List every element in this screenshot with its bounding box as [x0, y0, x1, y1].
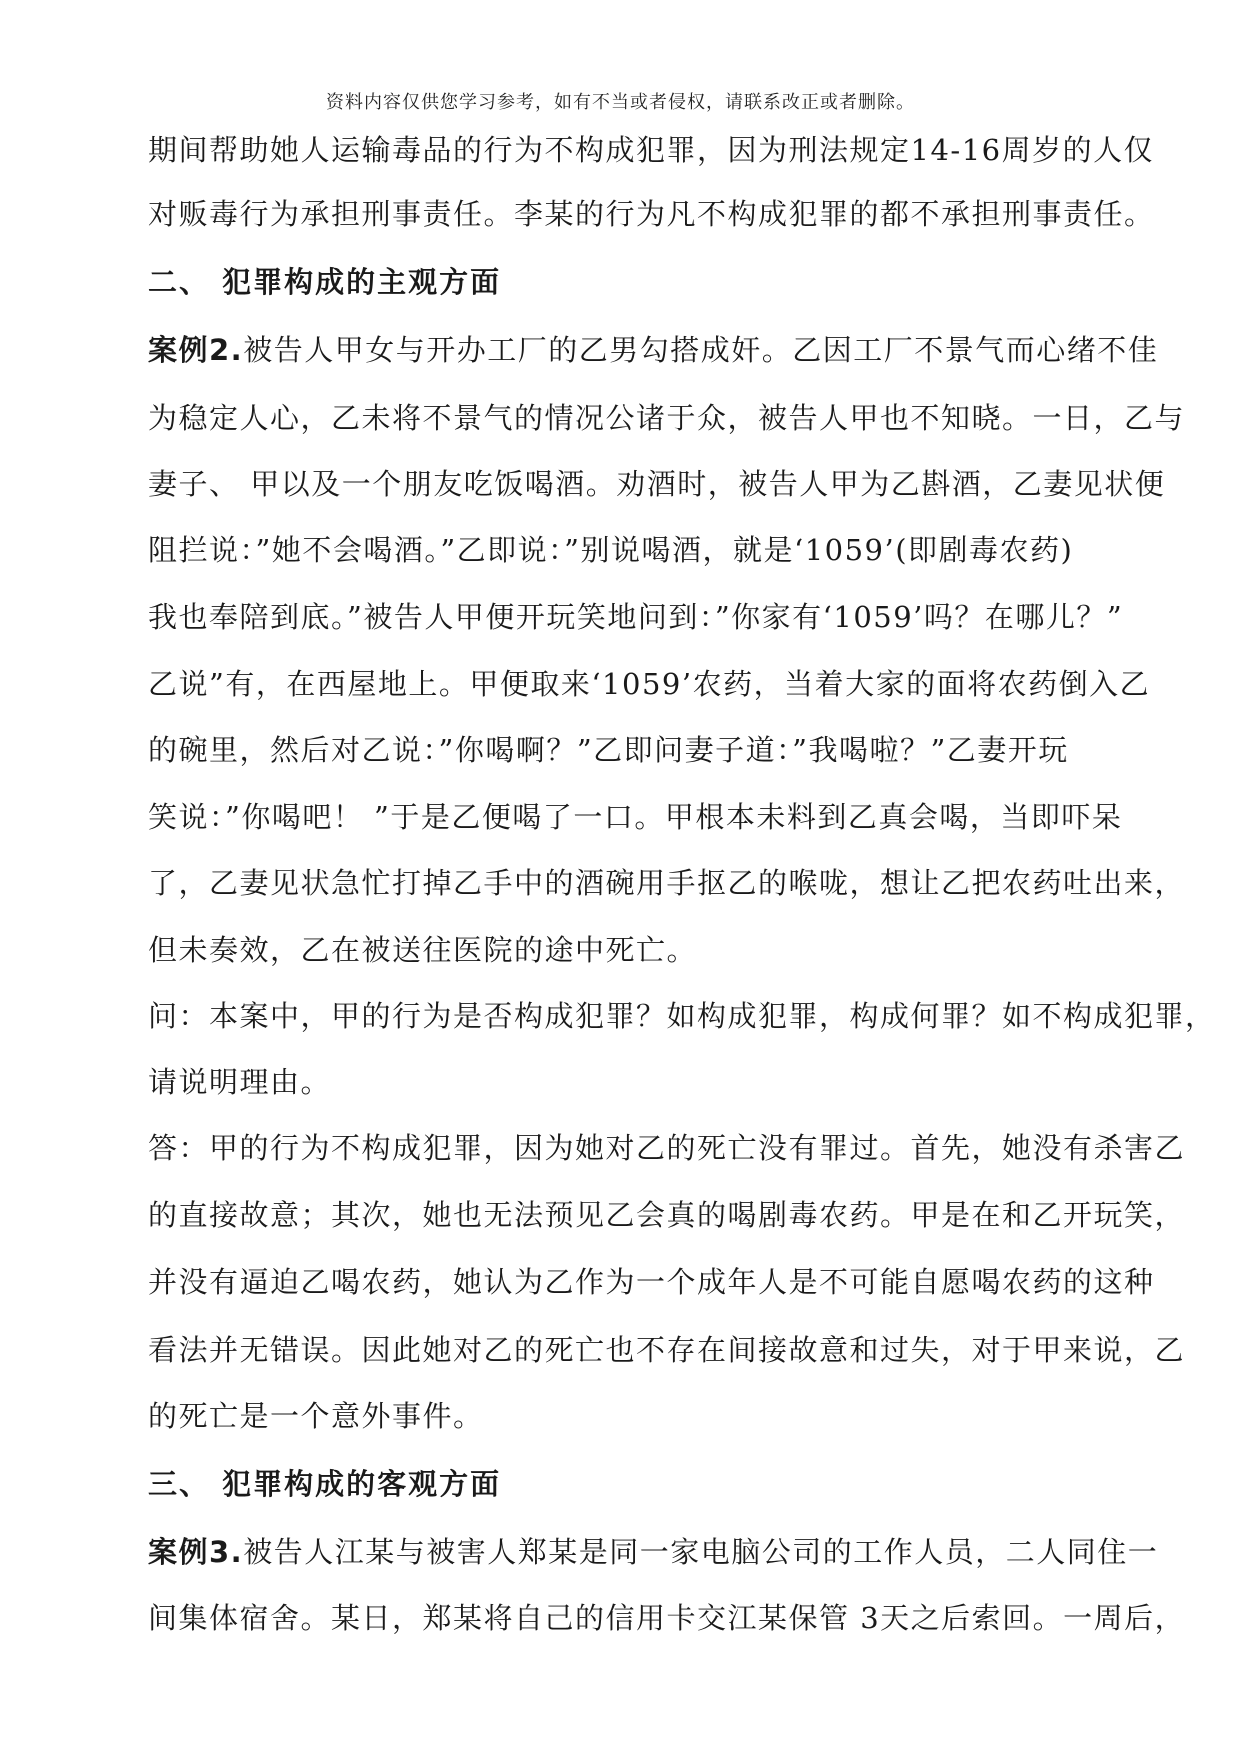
line-text: 乙说”有，在西屋地上。甲便取来‘1059’农药，当着大家的面将农药倒入乙 — [148, 667, 1151, 701]
paragraph-line — [148, 464, 1166, 504]
paragraph-line — [148, 863, 1186, 903]
line-text: 的碗里，然后对乙说：”你喝啊？”乙即问妻子道：”我喝啦？”乙妻开玩 — [148, 733, 1069, 767]
line-text: 的死亡是一个意外事件。 — [148, 1399, 484, 1433]
line-text: 看法并无错误。因此她对乙的死亡也不存在间接故意和过失，对于甲来说，乙 — [148, 1333, 1186, 1367]
paragraph-line — [148, 1128, 1186, 1168]
line-text: 答：甲的行为不构成犯罪，因为她对乙的死亡没有罪过。首先，她没有杀害乙 — [148, 1131, 1186, 1165]
line-text: 对贩毒行为承担刑事责任。李某的行为凡不构成犯罪的都不承担刑事责任。 — [148, 197, 1155, 231]
paragraph-line — [148, 1598, 1186, 1638]
paragraph-line — [148, 664, 1151, 704]
paragraph-line — [148, 1396, 1148, 1436]
paragraph-line — [148, 398, 1186, 438]
paragraph-line — [148, 930, 1148, 970]
paragraph-line — [148, 730, 1148, 770]
line-text: 但未奏效，乙在被送往医院的途中死亡。 — [148, 933, 698, 967]
paragraph-line — [148, 194, 1155, 234]
paragraph-line — [148, 1330, 1186, 1370]
line-text: 被告人甲女与开办工厂的乙男勾搭成奸。乙因工厂不景气而心绪不佳 — [243, 333, 1159, 367]
paragraph-line — [148, 996, 1216, 1036]
line-text: 问：本案中，甲的行为是否构成犯罪？如构成犯罪，构成何罪？如不构成犯罪， — [148, 999, 1216, 1033]
paragraph-line — [148, 1262, 1155, 1302]
case-label: 案例2. — [148, 333, 244, 367]
line-text: 并没有逼迫乙喝农药，她认为乙作为一个成年人是不可能自愿喝农药的这种 — [148, 1265, 1155, 1299]
paragraph-line — [148, 1195, 1186, 1235]
line-text: 阻拦说：”她不会喝酒。”乙即说：”别说喝酒，就是‘1059’(即剧毒农药) — [148, 533, 1074, 567]
section-heading: 三、 犯罪构成的客观方面 — [148, 1467, 502, 1501]
section-heading: 二、 犯罪构成的主观方面 — [148, 265, 502, 299]
paragraph-line — [148, 1062, 1148, 1102]
line-text: 请说明理由。 — [148, 1065, 332, 1099]
paragraph-line — [148, 597, 1148, 637]
paragraph-line — [148, 330, 1159, 370]
line-text: 我也奉陪到底。”被告人甲便开玩笑地问到：”你家有‘1059’吗？在哪儿？” — [148, 600, 1124, 634]
case-label: 案例3. — [148, 1535, 244, 1569]
line-text: 的直接故意；其次，她也无法预见乙会真的喝剧毒农药。甲是在和乙开玩笑， — [148, 1198, 1186, 1232]
line-text: 为稳定人心，乙未将不景气的情况公诸于众，被告人甲也不知晓。一日，乙与 — [148, 401, 1186, 435]
line-text: 笑说：”你喝吧！ ”于是乙便喝了一口。甲根本未料到乙真会喝，当即吓呆 — [148, 800, 1123, 834]
line-text: 间集体宿舍。某日，郑某将自己的信用卡交江某保管 3天之后索回。一周后， — [148, 1601, 1186, 1635]
header-disclaimer: 资料内容仅供您学习参考，如有不当或者侵权，请联系改正或者删除。 — [326, 92, 915, 113]
paragraph-line — [148, 530, 1148, 570]
line-text: 被告人江某与被害人郑某是同一家电脑公司的工作人员，二人同住一 — [243, 1535, 1159, 1569]
line-text: 妻子、 甲以及一个朋友吃饭喝酒。劝酒时，被告人甲为乙斟酒，乙妻见状便 — [148, 467, 1166, 501]
paragraph-line — [148, 1532, 1159, 1572]
paragraph-line — [148, 130, 1155, 170]
line-text: 期间帮助她人运输毒品的行为不构成犯罪，因为刑法规定14-16周岁的人仅 — [148, 133, 1155, 167]
paragraph-line — [148, 797, 1148, 837]
line-text: 了，乙妻见状急忙打掉乙手中的酒碗用手抠乙的喉咙，想让乙把农药吐出来， — [148, 866, 1186, 900]
